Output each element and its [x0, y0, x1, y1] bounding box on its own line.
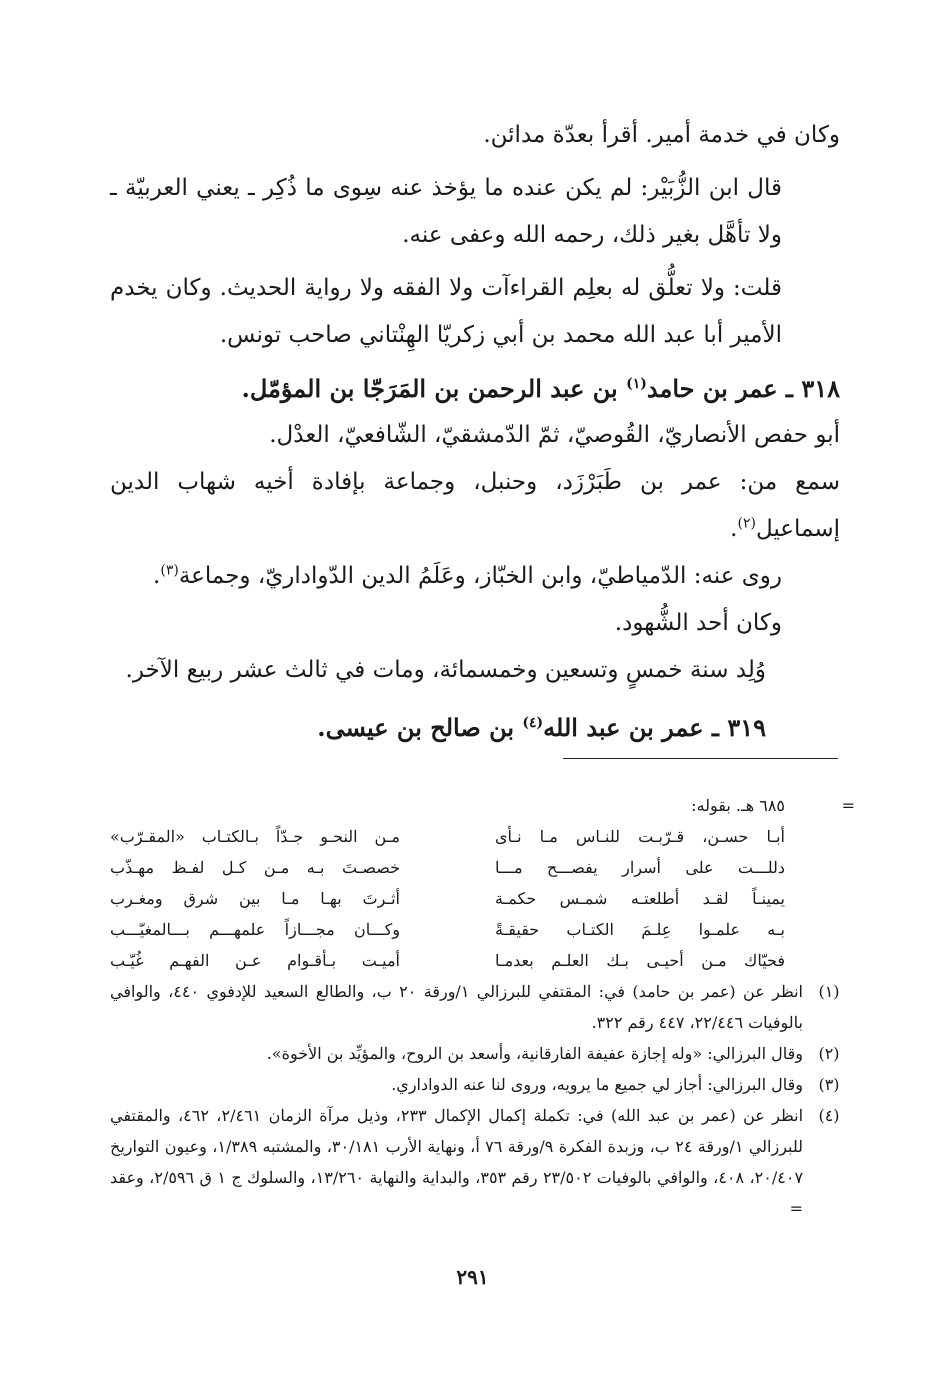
footnote-2: (٢) وقال البرزالي: «وله إجازة عفيفة الفارقانية، وأسعد بن الروح، والمؤيِّد بن الأخوة». — [266, 1044, 840, 1063]
poem-verse: فحيّاك مـن أحيـى بـك العلـم بعدمـا أميـت بـأقـوام عـن الفهـم غُيّـب — [110, 951, 785, 970]
footnote-4: (٤) انظر عن (عمر بن عبد الله) في: تكملة إكمال الإكمال ٢٣٣، وذيل مرآة الزمان ٢/٤٦١، ٤٦٢، والمقتفي للبرزالي ١/ورقة ٢٤ ب، وزبدة الفكرة ٩/ورقة ٧٦ أ، ونهاية الأرب ٣٠/١٨١، والمشتبه ١/٣٨٩، وعيون التواريخ ٢٠/٤٠٧، ٤٠٨، والوافي بالوفيات ٢٣/٥٠٢ رقم ٣٥٣، والبداية والنهاية ١٣/٢٦٠، والسلوك ج ١ ق ٢/٥٩٦، وعقد = — [110, 1106, 840, 1218]
entry-318-dates: وُلِد سنة خمسٍ وتسعين وخمسمائة، ومات في ثالث عشر ربيع الآخر. — [125, 657, 766, 683]
paragraph-author-note: قلت: ولا تعلُّق له بعلِم القراءآت ولا الفقه ولا رواية الحديث. وكان يخدم الأمير أبا عبد الله محمد بن أبي زكريّا الهِنْتاني صاحب تونس. — [110, 275, 782, 348]
poem — [110, 821, 785, 976]
entry-318-name: ٣١٨ ـ عمر بن حامد — [646, 374, 840, 403]
poem-verse: دللـــت على أسرار يفصـــح مـــا خصصـتَ بـه مـن كـل لفـظ مهـذّب — [110, 858, 785, 877]
continuation-mark: = — [841, 796, 855, 815]
continuation-text: ٦٨٥ هـ. بقوله: — [691, 796, 785, 815]
footnote-ref-3: (٣) — [160, 562, 179, 579]
entry-318-students: روى عنه: الدّمياطيّ، وابن الخبّاز، وعَلَمُ الدين الدّواداريّ، وجماعة$^{(٣)}$. — [153, 562, 782, 589]
poem-verse: بـه علمـوا عِلـمَ الكتـاب حقيقـةً وكـــان مجـــازاً علمهـــم بـــالمغيّـــب — [110, 920, 785, 939]
footnote-1: (١) انظر عن (عمر بن حامد) في: المقتفي للبرزالي ١/ورقة ٢٠ ب، والطالع السعيد للإدفوي ٤٤٠، والوافي بالوفيات ٢٢/٤٤٦، ٤٤٧ رقم ٣٢٢. — [110, 982, 840, 1032]
footnote-continuation — [110, 790, 855, 821]
page-number: ٢٩١ — [456, 1265, 489, 1289]
poem-verse: يمينـاً لقـد أطلعتـه شمـس حكمـة أثـرتَ بهـا مـا بين شرق ومغـرب — [110, 889, 785, 908]
entry-318-kunya: أبو حفص الأنصاريّ، القُوصيّ، ثمّ الدّمشقيّ، الشّافعيّ، العدْل. — [269, 422, 840, 448]
entry-318-teachers: سمع من: عمر بن طَبَرْزَد، وحنبل، وجماعة بإفادة أخيه شهاب الدين إسماعيل$^{(٢)}$. — [110, 469, 840, 542]
entry-318-witness: وكان أحد الشُّهود. — [614, 610, 782, 636]
footnote-separator — [563, 758, 838, 759]
paragraph-service: وكان في خدمة أمير. أقرأ بعدّة مدائن. — [483, 122, 840, 148]
entry-319-lineage: بن صالح بن عيسى. — [317, 713, 523, 742]
footnote-ref-4: (٤) — [522, 715, 544, 731]
footnote-ref-1: (١) — [626, 376, 647, 392]
main-text — [110, 112, 840, 751]
footnote-ref-2: (٢) — [737, 515, 756, 532]
entry-319-heading — [110, 704, 840, 751]
entry-319-name: ٣١٩ ـ عمر بن عبد الله — [543, 713, 766, 742]
footnote-3: (٣) وقال البرزالي: أجاز لي جميع ما يرويه، وروى لنا عنه الدواداري. — [391, 1075, 840, 1094]
entry-318-lineage: بن عبد الرحمن بن المَرَجّا بن المؤمّل. — [241, 374, 627, 403]
poem-verse: أبـا حسـن، قـرّبـت للنـاس مـا نـأى مـن النحـو جـدّاً بـالكتـاب «المقـرّب» — [110, 827, 785, 846]
entry-318-heading — [110, 365, 840, 412]
paragraph-ibn-zubayr: قال ابن الزُّبَيْر: لم يكن عنده ما يؤخذ عنه سِوى ما ذُكِر ـ يعني العربيّة ـ ولا تأهَّل بغير ذلك، رحمه الله وعفى عنه. — [110, 175, 782, 248]
footnotes — [110, 790, 855, 1224]
